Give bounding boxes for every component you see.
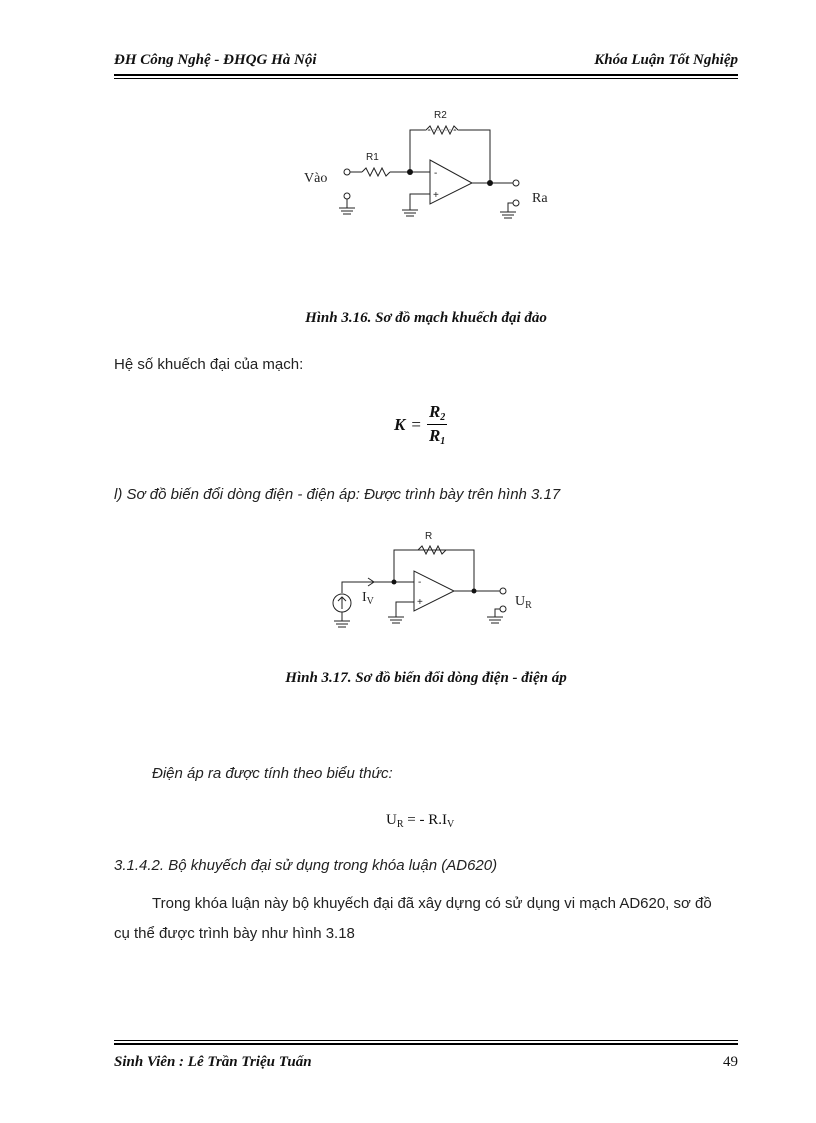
label-output: Ra [532,191,548,206]
output-ground-terminal [500,606,506,612]
gain-denominator-sub: 1 [440,436,446,447]
gain-fraction [427,402,447,447]
junction-dot [407,169,413,175]
input-ground-terminal [344,193,350,199]
footer-author: Sinh Viên : Lê Trần Triệu Tuấn [114,1054,312,1070]
output-ground-terminal [513,200,519,206]
opamp-minus: - [418,577,422,588]
current-voltage-converter-diagram [320,525,550,635]
label-r1: R1 [366,152,379,163]
output-formula-intro: Điện áp ra được tính theo biểu thức: [152,765,393,782]
opamp-plus: + [433,190,439,201]
label-input: Vào [304,171,328,186]
gain-numerator-sub: 2 [440,412,446,423]
footer-page-number: 49 [723,1054,738,1070]
output-formula [386,812,454,830]
resistor-r1 [362,168,390,176]
plus-ground-wire [410,194,430,210]
label-ur: $U_R$ [515,594,532,611]
label-r2: R2 [434,110,447,121]
opamp-plus: + [417,597,423,608]
inverting-amplifier-diagram [290,100,560,235]
feedback-wire [410,130,490,183]
output-ground-wire [495,609,500,617]
gain-formula [394,402,447,447]
output-terminal [513,180,519,186]
header-rule-thick [114,74,738,76]
gain-denominator: R [428,426,441,445]
input-terminal [344,169,350,175]
gain-k: K [394,414,406,434]
junction-dot [392,580,397,585]
opamp-minus: - [434,168,438,179]
output-junction-dot [487,180,493,186]
gain-intro: Hệ số khuếch đại của mạch: [114,356,304,373]
feedback-wire [394,550,474,591]
section-3142-para-line2: cụ thể được trình bày như hình 3.18 [114,925,355,942]
plus-ground-wire [396,602,414,617]
footer-rule-thin [114,1040,738,1041]
formula-rhs: = - R.I [403,812,447,828]
label-iv: $I_V$ [362,590,374,607]
section-3142-para-line1: Trong khóa luận này bộ khuyếch đại đã xây dựng có sử dụng vi mạch AD620, sơ đồ [152,895,712,912]
gain-numerator: R [428,402,441,421]
footer-rule-thick [114,1043,738,1045]
output-terminal [500,588,506,594]
figure-316-caption: Hình 3.16. Sơ đồ mạch khuếch đại đảo [305,310,547,326]
formula-u-sub: R [396,819,404,830]
label-r: R [425,531,433,542]
header-left: ĐH Công Nghệ - ĐHQG Hà Nội [114,52,317,68]
formula-rhs-sub: V [446,819,455,830]
source-wire [342,582,414,593]
figure-317-caption: Hình 3.17. Sơ đồ biến đổi dòng điện - điện áp [285,670,567,686]
output-ground-wire [508,203,513,212]
output-junction-dot [472,589,477,594]
section-l-heading: l) Sơ đồ biến đổi dòng điện - điện áp: Được trình bày trên hình 3.17 [114,486,561,503]
header-right: Khóa Luận Tốt Nghiệp [594,52,738,68]
section-3142-title: 3.1.4.2. Bộ khuyếch đại sử dụng trong khóa luận (AD620) [114,857,498,874]
formula-u: U [386,812,397,828]
gain-equals: = [411,414,421,434]
header-rule-thin [114,78,738,79]
